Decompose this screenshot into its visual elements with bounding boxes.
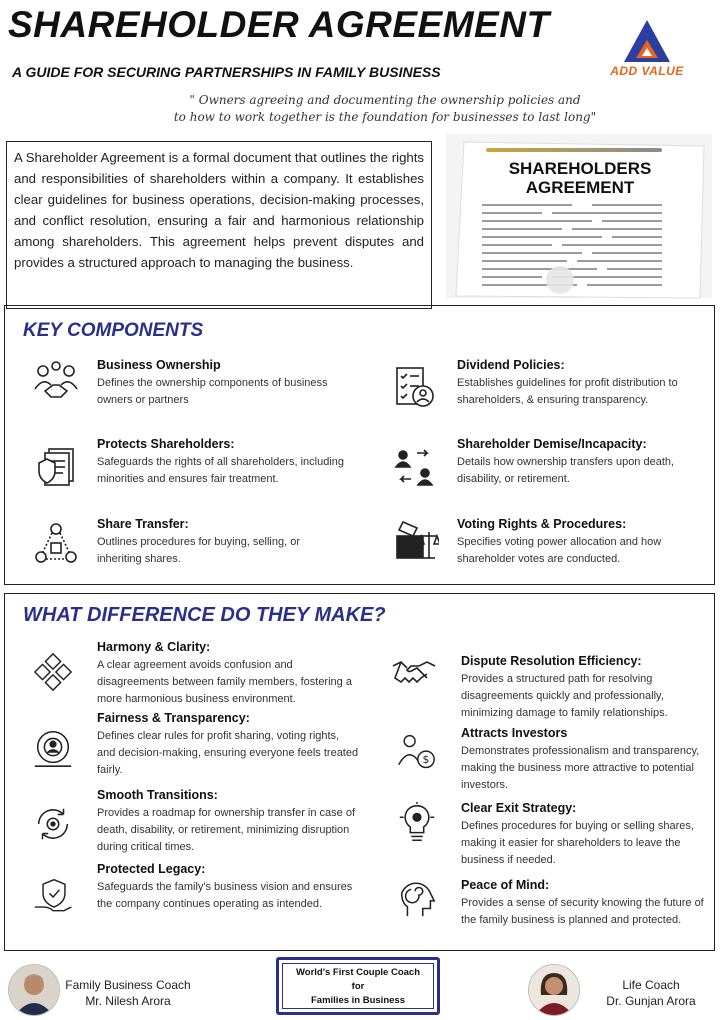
item-desc: Provides a sense of security knowing the future of the family business is planned and protected. [461, 897, 704, 926]
item-title: Protected Legacy: [97, 862, 206, 876]
item-title: Clear Exit Strategy: [461, 801, 577, 815]
key-item-shareholder-demise [457, 437, 707, 488]
right-coach-name: Dr. Gunjan Arora [606, 994, 696, 1008]
badge-line-2: for [351, 981, 365, 992]
item-desc: Specifies voting power allocation and how shareholder votes are conducted. [457, 536, 662, 565]
handshake-people-icon [33, 359, 79, 405]
item-desc: Safeguards the family's business vision and ensures the company continues operating as intended. [97, 881, 353, 910]
key-item-protects-shareholders [97, 437, 347, 488]
item-title: Smooth Transitions: [97, 788, 218, 802]
cycle-gear-icon [31, 802, 75, 846]
item-desc: Defines clear rules for profit sharing, voting rights, and decision-making, ensuring everyone feels treated fairly. [97, 730, 359, 776]
transfer-people-icon [391, 443, 437, 489]
key-item-voting-rights [457, 517, 707, 568]
key-item-share-transfer [97, 517, 337, 568]
item-title: Attracts Investors [461, 726, 568, 740]
page-subtitle: A GUIDE FOR SECURING PARTNERSHIPS IN FAMILY BUSINESS [12, 64, 441, 80]
item-title: Peace of Mind: [461, 878, 550, 892]
item-title: Protects Shareholders: [97, 437, 235, 451]
diff-item-smooth-transitions [97, 788, 359, 856]
key-components-section [4, 305, 715, 585]
item-title: Share Transfer: [97, 517, 189, 531]
right-coach-role: Life Coach [622, 978, 680, 992]
badge-line-3: Families in Business [311, 995, 405, 1006]
lightbulb-gear-icon [397, 802, 437, 846]
item-desc: Provides a structured path for resolving disagreements quickly and professionally, minimizing damage to family relationships. [461, 673, 668, 719]
puzzle-icon [31, 650, 75, 694]
item-title: Dividend Policies: [457, 358, 565, 372]
mind-head-icon [397, 876, 437, 920]
avatar-nilesh-arora [8, 964, 60, 1016]
item-desc: A clear agreement avoids confusion and disagreements between family members, fostering a more harmonious business environment. [97, 659, 352, 705]
diff-item-attracts-investors [461, 726, 707, 794]
item-title: Dispute Resolution Efficiency: [461, 654, 642, 668]
doc-title-line-2: AGREEMENT [525, 178, 635, 197]
key-components-heading: KEY COMPONENTS [23, 320, 204, 341]
ballot-box-icon [393, 518, 439, 564]
item-title: Voting Rights & Procedures: [457, 517, 627, 531]
item-desc: Outlines procedures for buying, selling, or inheriting shares. [97, 536, 300, 565]
item-desc: Defines procedures for buying or selling shares, making it easier for shareholders to leave the business if needed. [461, 820, 694, 866]
item-desc: Establishes guidelines for profit distribution to shareholders, & ensuring transparency. [457, 377, 678, 406]
quote-line-2: to how to work together is the foundation for businesses to last long" [173, 110, 597, 124]
diff-item-peace-of-mind [461, 878, 707, 929]
handshake-icon [391, 654, 437, 694]
diff-item-clear-exit-strategy [461, 801, 711, 869]
doc-title-line-1: SHAREHOLDERS [508, 159, 652, 178]
difference-heading: WHAT DIFFERENCE DO THEY MAKE? [23, 604, 386, 626]
right-coach-info [596, 977, 706, 1009]
investor-dollar-icon [395, 732, 437, 772]
item-desc: Demonstrates professionalism and transparency, making the business more attractive to potential investors. [461, 745, 700, 791]
agreement-document-illustration [442, 128, 714, 300]
checklist-person-icon [391, 364, 437, 410]
diff-item-dispute-resolution [461, 654, 707, 722]
item-desc: Defines the ownership components of business owners or partners [97, 377, 328, 406]
key-item-business-ownership [97, 358, 337, 409]
left-coach-role: Family Business Coach [65, 978, 191, 992]
item-title: Business Ownership [97, 358, 221, 372]
item-title: Shareholder Demise/Incapacity: [457, 437, 647, 451]
svg-text:$: $ [422, 752, 430, 766]
logo-text: ADD VALUE [610, 64, 684, 78]
avatar-gunjan-arora [528, 964, 580, 1016]
item-desc: Safeguards the rights of all shareholders, including minorities and ensures fair treatment. [97, 456, 345, 485]
left-coach-info [62, 977, 194, 1009]
difference-section [4, 593, 715, 951]
quote [150, 92, 620, 126]
item-title: Harmony & Clarity: [97, 640, 211, 654]
shield-document-icon [33, 443, 79, 489]
share-network-icon [33, 521, 79, 567]
target-person-icon [31, 726, 75, 770]
badge-line-1: World's First Couple Coach [295, 967, 420, 978]
intro-text-box: A Shareholder Agreement is a formal document that outlines the rights and responsibilities of shareholders within a company. It establishes clear guidelines for business operations, decision-making processes, and conflict resolution, ensuring a fair and harmonious relationship among shareholders. This agreement helps prevent disputes and provides a structured approach to managing the business. [6, 141, 432, 309]
page-title: SHAREHOLDER AGREEMENT [8, 4, 550, 45]
couple-coach-badge [276, 957, 440, 1015]
item-desc: Details how ownership transfers upon death, disability, or retirement. [457, 456, 675, 485]
diff-item-harmony-clarity [97, 640, 359, 708]
diff-item-fairness-transparency [97, 711, 359, 779]
shield-hand-icon [33, 876, 75, 918]
quote-line-1: " Owners agreeing and documenting the ownership policies and [189, 93, 581, 107]
key-item-dividend-policies [457, 358, 697, 409]
left-coach-name: Mr. Nilesh Arora [85, 994, 171, 1008]
diff-item-protected-legacy [97, 862, 359, 913]
item-title: Fairness & Transparency: [97, 711, 250, 725]
item-desc: Provides a roadmap for ownership transfer in case of death, disability, or retirement, minimizing disruption during critical times. [97, 807, 356, 853]
